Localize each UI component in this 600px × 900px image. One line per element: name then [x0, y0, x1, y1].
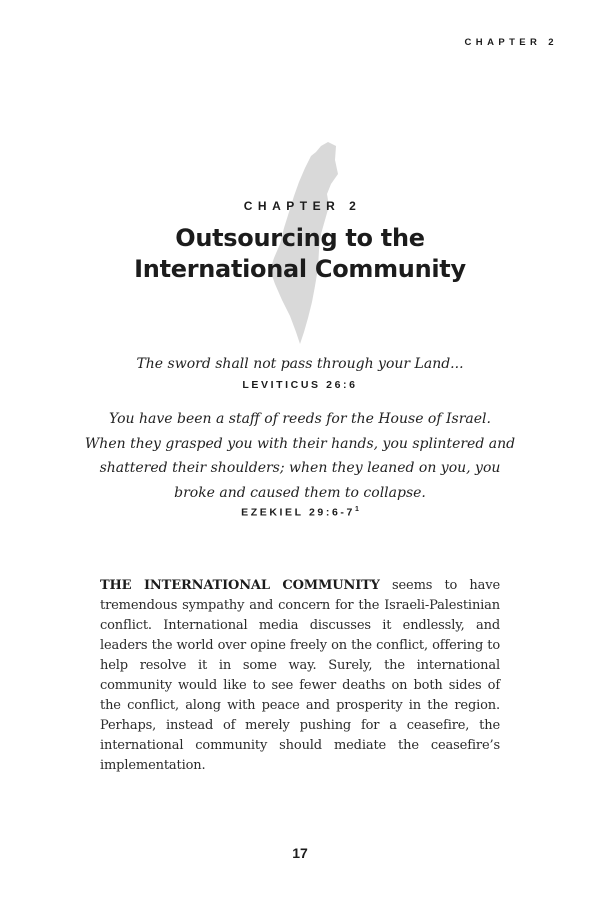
footnote-ref[interactable]: 1	[354, 506, 359, 513]
epigraph-line: You have been a staff of reeds for the House of Israel.	[109, 411, 491, 427]
epigraph-source	[0, 506, 600, 519]
epigraph-ezekiel	[0, 407, 600, 519]
page-number: 17	[292, 845, 308, 861]
epigraph-text	[0, 352, 600, 377]
epigraph-text	[0, 407, 600, 505]
running-head: CHAPTER 2	[464, 37, 558, 48]
lead-in: THE INTERNATIONAL COMMUNITY	[100, 578, 380, 593]
epigraph-source-text: EZEKIEL 29:6-7	[241, 506, 355, 519]
chapter-label: CHAPTER 2	[243, 199, 362, 213]
chapter-title-line-1: Outsourcing to the	[175, 224, 425, 252]
epigraph-source	[0, 379, 600, 391]
body-text: seems to have tremendous sympathy and concern for the Israeli-Palestinian conflict. International media discusses it endlessly, and leaders the world over opine freely on the conflict, offering to help resolve it in some way. Surely, the international community would like to see fewer deaths on both sides of the conflict, along with peace and prosperity in the region. Perhaps, instead of merely pushing for a ceasefire, the international community should mediate the ceasefire’s implementation.	[100, 578, 500, 773]
chapter-title	[0, 223, 600, 285]
epigraph-source-text: LEVITICUS 26:6	[242, 378, 358, 391]
body-paragraph	[100, 576, 500, 776]
epigraph-line: shattered their shoulders; when they leaned on you, you	[99, 460, 501, 476]
epigraph-line: The sword shall not pass through your Land...	[136, 356, 464, 372]
epigraph-leviticus	[0, 352, 600, 391]
chapter-title-line-2: International Community	[134, 255, 466, 283]
epigraph-line: broke and caused them to collapse.	[174, 484, 426, 501]
epigraph-line: When they grasped you with their hands, you splintered and	[84, 435, 516, 452]
